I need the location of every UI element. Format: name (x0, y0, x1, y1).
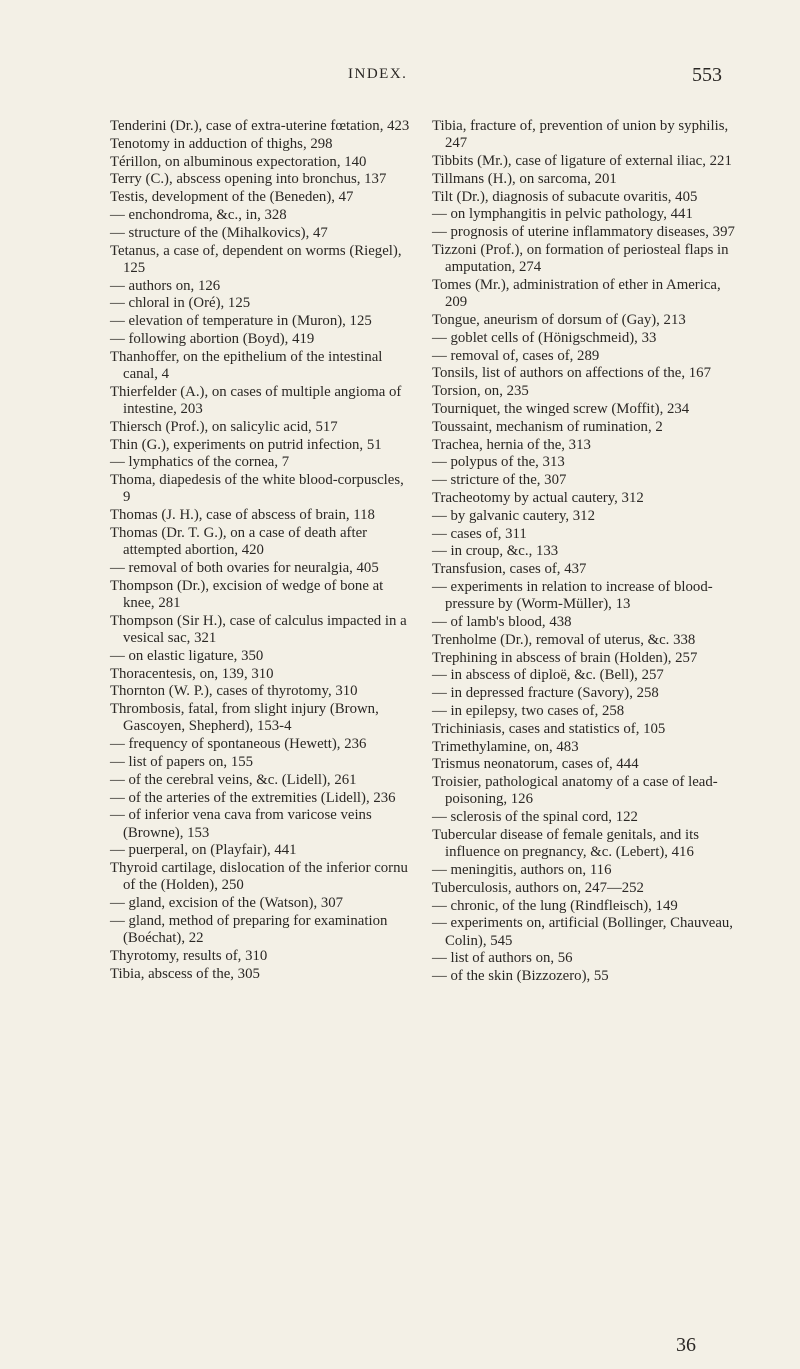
index-entry: Thiersch (Prof.), on salicylic acid, 517 (110, 418, 338, 435)
index-entry: Tenderini (Dr.), case of extra-uterine fœtation, 423 (110, 118, 410, 134)
index-entry: Terry (C.), abscess opening into bronchus, 137 (110, 171, 387, 188)
index-entry: — removal of, cases of, 289 (432, 347, 600, 364)
index-entry: — prognosis of uterine inflammatory diseases, 397 (432, 224, 735, 241)
index-entry: Tilt (Dr.), diagnosis of subacute ovaritis, 405 (432, 188, 698, 205)
index-entry: Tubercular disease of female genitals, and its influence on pregnancy, &c. (Lebert), 416 (432, 826, 699, 861)
index-entry: Thierfelder (A.), on cases of multiple angioma of intestine, 203 (110, 383, 402, 417)
index-entry: — by galvanic cautery, 312 (432, 507, 595, 524)
index-entry: Tibia, fracture of, prevention of union by syphilis, 247 (432, 118, 729, 152)
index-entry: — of the cerebral veins, &c. (Lidell), 261 (110, 771, 357, 788)
index-entry: — enchondroma, &c., in, 328 (110, 206, 287, 223)
index-entry: — on lymphangitis in pelvic pathology, 441 (432, 206, 693, 223)
index-entry: — authors on, 126 (110, 277, 221, 294)
index-entry: Troisier, pathological anatomy of a case of lead-poisoning, 126 (432, 774, 718, 808)
index-entry: — gland, method of preparing for examination (Boéchat), 22 (110, 912, 388, 947)
index-entry: — frequency of spontaneous (Hewett), 236 (110, 736, 367, 753)
index-entry: — stricture of the, 307 (432, 472, 567, 489)
index-entry: Tonsils, list of authors on affections of the, 167 (432, 365, 711, 382)
index-entry: Tracheotomy by actual cautery, 312 (432, 489, 644, 506)
index-entry: Trachea, hernia of the, 313 (432, 436, 591, 453)
index-entry: — chloral in (Oré), 125 (110, 295, 251, 312)
index-entry: — structure of the (Mihalkovics), 47 (110, 224, 328, 241)
page-header-title: INDEX. (348, 66, 408, 82)
index-entry: — elevation of temperature in (Muron), 125 (110, 313, 372, 330)
index-entry: — lymphatics of the cornea, 7 (110, 454, 290, 471)
index-entry: Thrombosis, fatal, from slight injury (Brown, Gascoyen, Shepherd), 153-4 (110, 701, 379, 735)
index-column-left (110, 118, 412, 984)
index-entry: — gland, excision of the (Watson), 307 (110, 895, 344, 912)
index-entry: — puerperal, on (Playfair), 441 (110, 842, 297, 859)
index-entry: — removal of both ovaries for neuralgia, 405 (110, 559, 379, 576)
index-entry: Thomas (J. H.), case of abscess of brain, 118 (110, 507, 375, 524)
index-entry: Tenotomy in adduction of thighs, 298 (110, 135, 333, 152)
index-entry: Thoma, diapedesis of the white blood-corpuscles, 9 (110, 472, 404, 506)
index-entry: Tibia, abscess of the, 305 (110, 965, 260, 982)
index-entry: — experiments in relation to increase of blood-pressure by (Worm-Müller), 13 (432, 578, 713, 613)
index-entry: — list of papers on, 155 (110, 753, 254, 770)
index-entry: Thompson (Sir H.), case of calculus impacted in a vesical sac, 321 (110, 612, 407, 646)
index-entry: Trismus neonatorum, cases of, 444 (432, 756, 639, 773)
running-head (0, 66, 800, 90)
index-entry: Tibbits (Mr.), case of ligature of external iliac, 221 (432, 153, 732, 169)
index-entry: — following abortion (Boyd), 419 (110, 330, 315, 347)
index-entry: — in croup, &c., 133 (432, 543, 559, 560)
index-entry: Trenholme (Dr.), removal of uterus, &c. 338 (432, 631, 696, 648)
index-entry: — meningitis, authors on, 116 (432, 861, 612, 878)
index-entry: Térillon, on albuminous expectoration, 140 (110, 153, 367, 170)
index-entry: Trimethylamine, on, 483 (432, 738, 579, 755)
index-entry: Thoracentesis, on, 139, 310 (110, 665, 274, 682)
index-entry: — chronic, of the lung (Rindfleisch), 149 (432, 897, 678, 914)
index-entry: Thyroid cartilage, dislocation of the inferior cornu of the (Holden), 250 (110, 860, 408, 894)
index-entry: — in abscess of diploë, &c. (Bell), 257 (432, 667, 664, 684)
index-entry: Thomas (Dr. T. G.), on a case of death after attempted abortion, 420 (110, 524, 368, 559)
index-entry: Thompson (Dr.), excision of wedge of bone at knee, 281 (110, 577, 384, 611)
index-entry: Toussaint, mechanism of rumination, 2 (432, 418, 663, 435)
index-entry: — of inferior vena cava from varicose veins (Browne), 153 (110, 807, 372, 841)
index-entry: Testis, development of the (Beneden), 47 (110, 189, 354, 206)
index-entry: — list of authors on, 56 (432, 950, 573, 967)
index-entry: Trephining in abscess of brain (Holden), 257 (432, 649, 698, 666)
index-entry: Thanhoffer, on the epithelium of the intestinal canal, 4 (110, 348, 383, 382)
index-entry: — goblet cells of (Hönigschmeid), 33 (432, 329, 657, 346)
index-entry: — of the skin (Bizzozero), 55 (432, 968, 609, 985)
index-entry: — polypus of the, 313 (432, 454, 565, 471)
index-column-right (432, 118, 735, 986)
index-entry: Thornton (W. P.), cases of thyrotomy, 310 (110, 683, 358, 700)
index-entry: — experiments on, artificial (Bollinger, Chauveau, Colin), 545 (432, 915, 734, 949)
index-entry: Thin (G.), experiments on putrid infection, 51 (110, 436, 382, 453)
index-entry: — in epilepsy, two cases of, 258 (432, 702, 625, 719)
index-entry: Tourniquet, the winged screw (Moffit), 234 (432, 400, 690, 417)
index-entry: — of the arteries of the extremities (Lidell), 236 (110, 789, 396, 806)
index-entry: Torsion, on, 235 (432, 383, 529, 400)
index-entry: — cases of, 311 (432, 525, 527, 542)
signature-mark: 36 (676, 1334, 696, 1356)
index-entry: Tillmans (H.), on sarcoma, 201 (432, 170, 617, 187)
index-entry: — in depressed fracture (Savory), 258 (432, 685, 659, 702)
index-entry: — of lamb's blood, 438 (432, 613, 572, 630)
index-entry: Tetanus, a case of, dependent on worms (Riegel), 125 (110, 242, 402, 276)
index-entry: Thyrotomy, results of, 310 (110, 947, 268, 964)
index-entry: Trichiniasis, cases and statistics of, 105 (432, 720, 666, 737)
page-number: 553 (692, 64, 722, 86)
index-entry: Tongue, aneurism of dorsum of (Gay), 213 (432, 311, 686, 328)
index-entry: — on elastic ligature, 350 (110, 647, 264, 664)
index-entry: Tuberculosis, authors on, 247—252 (432, 879, 644, 896)
index-entry: Tizzoni (Prof.), on formation of periosteal flaps in amputation, 274 (432, 241, 729, 276)
index-entry: Tomes (Mr.), administration of ether in America, 209 (432, 276, 721, 311)
index-entry: Transfusion, cases of, 437 (432, 561, 587, 578)
index-entry: — sclerosis of the spinal cord, 122 (432, 809, 638, 826)
